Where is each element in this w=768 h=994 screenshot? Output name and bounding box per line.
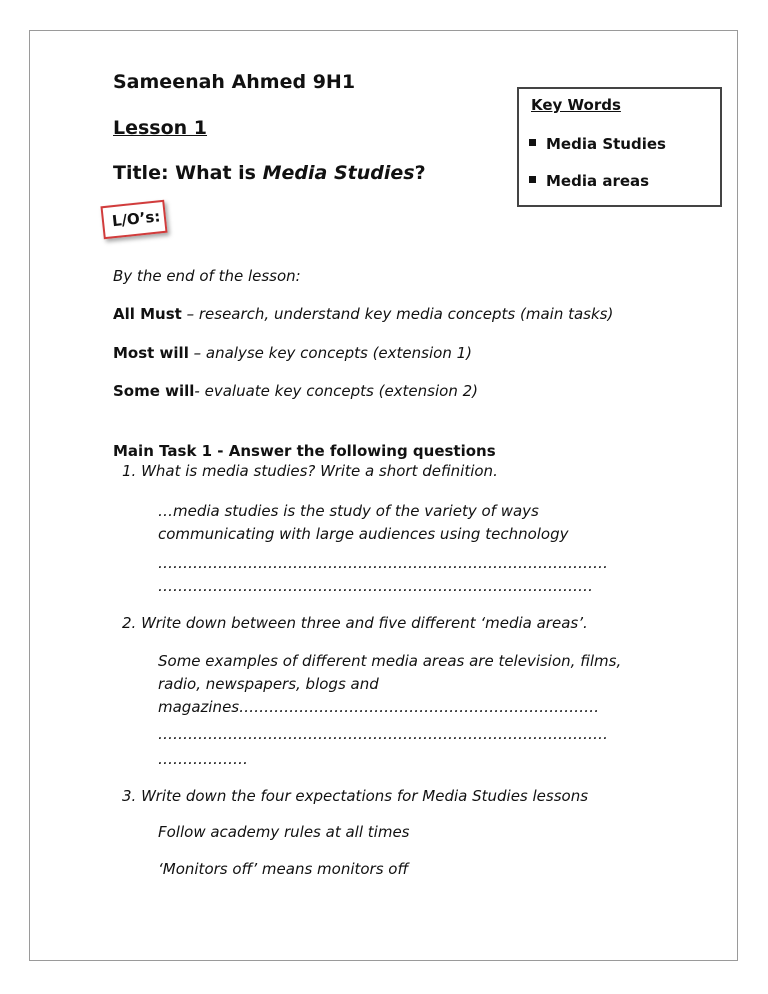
- question-1: 1. What is media studies? Write a short definition.: [122, 462, 498, 480]
- answer-1-line: …media studies is the study of the variety of ways: [158, 502, 539, 520]
- lo-text: L/O’s:: [111, 207, 162, 231]
- key-word-item: [529, 172, 649, 190]
- key-words-box: [517, 87, 722, 207]
- answer-1-line: ……………………………………………………………………………: [158, 577, 593, 595]
- objective-text: - evaluate key concepts (extension 2): [194, 382, 479, 400]
- lesson-number: Lesson 1: [113, 117, 208, 139]
- objective-row: [113, 344, 472, 362]
- objective-text: – analyse key concepts (extension 1): [188, 344, 472, 362]
- answer-2-line: magazines………………………………………………………………: [158, 698, 600, 716]
- learning-objectives-label: [100, 200, 167, 240]
- student-name: Sameenah Ahmed 9H1: [113, 71, 356, 93]
- page-title: [113, 162, 426, 184]
- answer-1-line: ………………………………………………………………………………: [158, 554, 608, 572]
- objective-text: – research, understand key media concepts (main tasks): [181, 305, 614, 323]
- answer-2-line: radio, newspapers, blogs and: [158, 675, 379, 693]
- title-prefix: Title: What is: [113, 162, 263, 184]
- key-word-label: Media Studies: [546, 135, 666, 153]
- square-bullet-icon: [529, 139, 536, 146]
- objectives-intro: By the end of the lesson:: [113, 267, 301, 285]
- question-2: 2. Write down between three and five different ‘media areas’.: [122, 614, 588, 632]
- task-heading: Main Task 1 - Answer the following questions: [113, 442, 496, 460]
- answer-1-line: communicating with large audiences using technology: [158, 525, 569, 543]
- key-words-title: Key Words: [531, 96, 621, 114]
- title-suffix: ?: [414, 162, 426, 184]
- key-word-label: Media areas: [546, 172, 650, 190]
- question-3: 3. Write down the four expectations for Media Studies lessons: [122, 787, 589, 805]
- objective-row: [113, 305, 613, 323]
- answer-2-line: ………………: [158, 750, 248, 768]
- objective-lead: All Must: [113, 305, 182, 323]
- answer-3-line: ‘Monitors off’ means monitors off: [158, 860, 409, 878]
- square-bullet-icon: [529, 176, 536, 183]
- objective-lead: Most will: [113, 344, 189, 362]
- objective-row: [113, 382, 478, 400]
- objective-lead: Some will: [113, 382, 195, 400]
- key-word-item: [529, 135, 666, 153]
- answer-3-line: Follow academy rules at all times: [158, 823, 410, 841]
- answer-2-line: Some examples of different media areas are television, films,: [158, 652, 622, 670]
- title-emphasis: Media Studies: [262, 162, 415, 184]
- answer-2-line: ………………………………………………………………………………: [158, 725, 608, 743]
